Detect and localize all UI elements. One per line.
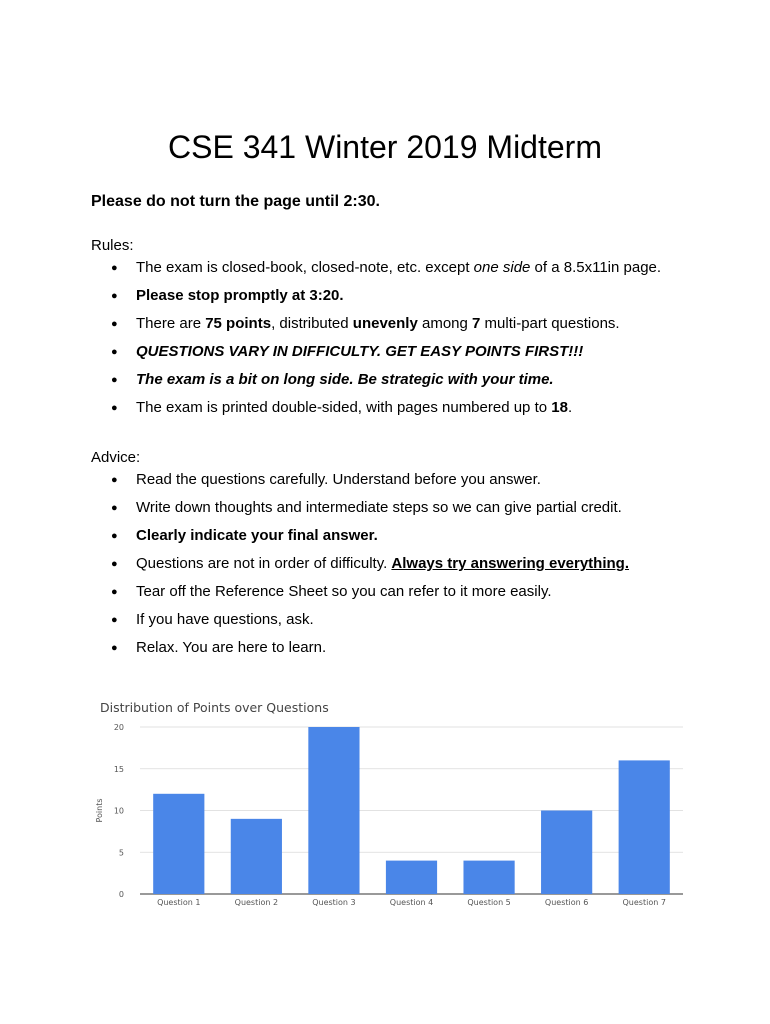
rule-item: ● Please stop promptly at 3:20.: [91, 286, 731, 314]
advice-item: ● Read the questions carefully. Understand before you answer.: [91, 470, 731, 498]
advice-item: ● Write down thoughts and intermediate steps so we can give partial credit.: [91, 498, 731, 526]
bar-5: [463, 861, 514, 894]
x-tick-label: Question 4: [389, 898, 434, 907]
advice-list: [91, 470, 731, 666]
points-chart-svg: [90, 696, 690, 916]
rule-item: ● The exam is printed double-sided, with pages numbered up to 18.: [91, 398, 731, 426]
bar-7: [619, 760, 670, 894]
bar-1: [153, 794, 204, 894]
advice-label: Advice:: [91, 449, 141, 466]
x-tick-label: Question 2: [234, 898, 279, 907]
x-tick-label: Question 5: [467, 898, 511, 907]
y-tick-label: 20: [113, 723, 124, 732]
advice-item: ● If you have questions, ask.: [91, 610, 731, 638]
x-tick-label: Question 7: [622, 898, 666, 907]
bar-3: [308, 727, 359, 894]
x-tick-label: Question 3: [312, 898, 356, 907]
y-tick-label: 0: [118, 890, 124, 899]
rule-item: ● There are 75 points, distributed unevenly among 7 multi-part questions.: [91, 314, 731, 342]
y-tick-label: 10: [113, 806, 124, 816]
advice-item: ● Relax. You are here to learn.: [91, 638, 731, 666]
chart-title: Distribution of Points over Questions: [100, 700, 329, 715]
advice-item: ● Tear off the Reference Sheet so you can refer to it more easily.: [91, 582, 731, 610]
bar-2: [231, 819, 282, 894]
rules-label: Rules:: [91, 237, 134, 254]
y-tick-label: 15: [113, 764, 124, 774]
start-time-notice: Please do not turn the page until 2:30.: [91, 193, 380, 210]
page-title: CSE 341 Winter 2019 Midterm: [168, 129, 602, 165]
rule-item: ● The exam is closed-book, closed-note, etc. except one side of a 8.5x11in page.: [91, 258, 731, 286]
bar-4: [386, 861, 437, 894]
x-tick-label: Question 6: [544, 898, 589, 907]
bar-6: [541, 811, 592, 895]
advice-item: ● Clearly indicate your final answer.: [91, 526, 731, 554]
y-tick-label: 5: [118, 848, 124, 858]
rules-list: [91, 258, 731, 426]
x-tick-label: Question 1: [157, 898, 201, 907]
y-axis-label: Points: [95, 798, 104, 823]
points-chart: [90, 696, 690, 916]
rule-item: ● The exam is a bit on long side. Be strategic with your time.: [91, 370, 731, 398]
advice-item: ● Questions are not in order of difficulty. Always try answering everything.: [91, 554, 731, 582]
rule-item: ● QUESTIONS VARY IN DIFFICULTY. GET EASY POINTS FIRST!!!: [91, 342, 731, 370]
